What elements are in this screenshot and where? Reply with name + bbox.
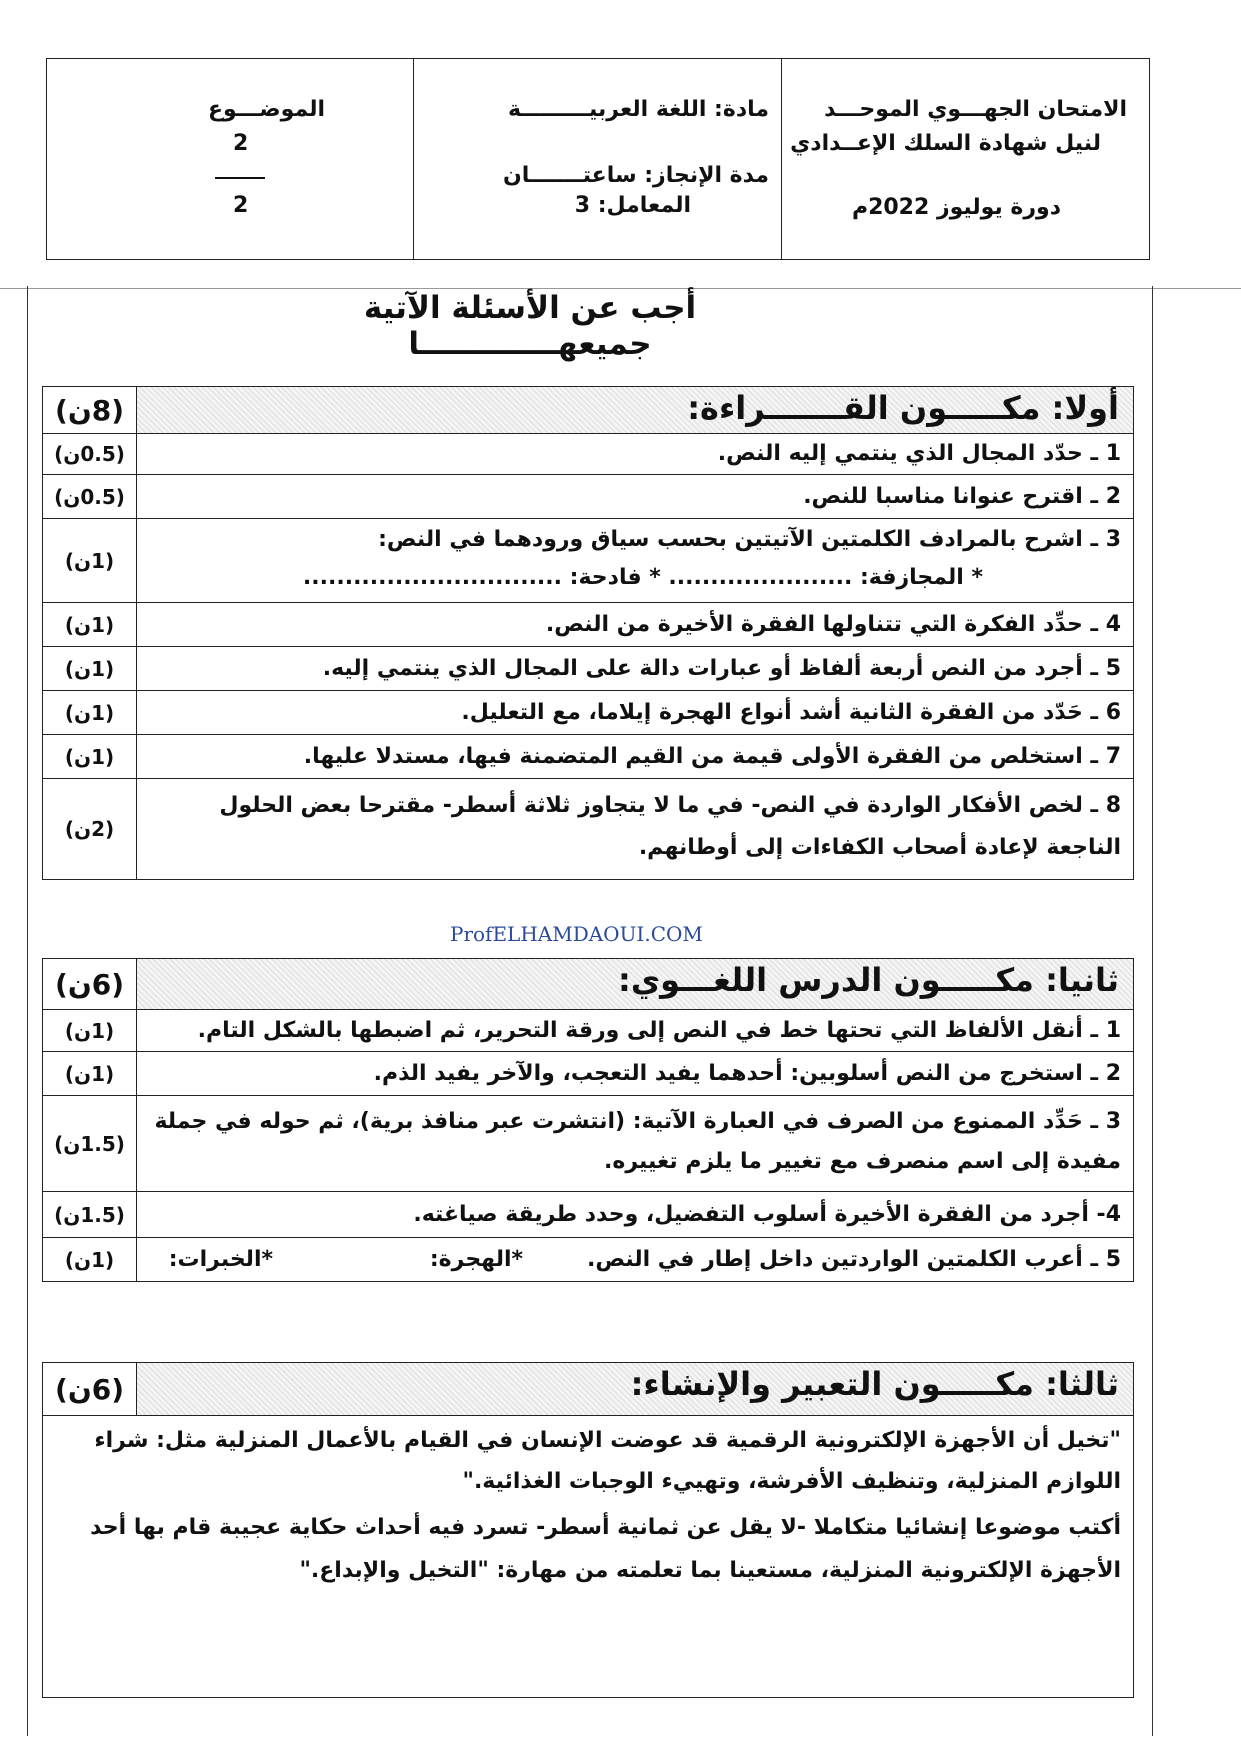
question-points: (2ن): [43, 779, 137, 879]
question-points: (1ن): [43, 647, 137, 690]
question-row: [43, 778, 1133, 879]
section-header: [43, 1363, 1133, 1415]
question-text: 4- أجرد من الفقرة الأخيرة أسلوب التفضيل، وحدد طريقة صياغته.: [413, 1202, 1121, 1227]
question-text: 8 ـ لخص الأفكار الواردة في النص- في ما لا يتجاوز ثلاثة أسطر- مقترحا بعض الحلول الناجعة لإعادة أصحاب الكفاءات إلى أوطانهم.: [219, 793, 1121, 860]
question-text: 2 ـ اقترح عنوانا مناسبا للنص.: [803, 484, 1121, 509]
writing-task: أكتب موضوعا إنشائيا متكاملا -لا يقل عن ثمانية أسطر- تسرد فيه أحداث حكاية عجيبة قام بها أحد الأجهزة الإلكترونية المنزلية، مستعينا بما تعلمته من مهارة: "التخيل والإبداع.": [90, 1515, 1121, 1583]
exam-title: الامتحان الجهـــوي الموحـــد: [824, 97, 1127, 122]
writing-section: [42, 1362, 1134, 1698]
page-total: 2: [233, 193, 249, 218]
question-text: 4 ـ حدِّد الفكرة التي تتناولها الفقرة الأخيرة من النص.: [545, 612, 1121, 637]
question-row: [43, 646, 1133, 690]
question-text: 2 ـ استخرج من النص أسلوبين: أحدهما يفيد التعجب، والآخر يفيد الذم.: [373, 1061, 1121, 1086]
question-text: 5 ـ أعرب الكلمتين الواردتين داخل إطار في النص.: [586, 1247, 1121, 1272]
question-row: [43, 602, 1133, 646]
question-row: [43, 734, 1133, 778]
question-row: [43, 1009, 1133, 1051]
question-row: [43, 690, 1133, 734]
exam-info-cell: [781, 59, 1149, 259]
section-header: [43, 959, 1133, 1009]
question-row: [43, 1051, 1133, 1095]
question-points: (1.5ن): [43, 1096, 137, 1191]
subject: مادة: اللغة العربيـــــــــة: [508, 97, 769, 122]
question-points: (1.5ن): [43, 1192, 137, 1237]
exam-header: [46, 58, 1150, 260]
question-item-a: *الهجرة:: [429, 1247, 523, 1272]
reading-section: [42, 386, 1134, 880]
question-text: 6 ـ حَدّد من الفقرة الثانية أشد أنواع الهجرة إيلاما، مع التعليل.: [461, 700, 1121, 725]
section-title: أولا: مكـــــون القـــــــراءة:: [687, 389, 1119, 427]
duration: مدة الإنجاز: ساعتـــــــان: [503, 163, 769, 188]
question-points: (0.5ن): [43, 475, 137, 518]
question-row: [43, 433, 1133, 474]
instruction: أجب عن الأسئلة الآتية جميعهـــــــــــــا: [363, 290, 697, 362]
question-points: (0.5ن): [43, 434, 137, 474]
question-row: [43, 1237, 1133, 1281]
question-blanks: * المجازفة: ...................... * فادحة: ...............................: [302, 565, 983, 590]
coefficient: المعامل: 3: [574, 193, 691, 218]
question-points: (1ن): [43, 691, 137, 734]
writing-prompt: [43, 1415, 1133, 1697]
page-number: 2: [233, 131, 249, 156]
question-points: (1ن): [43, 735, 137, 778]
question-item-b: *الخبرات:: [168, 1247, 273, 1272]
question-text: 7 ـ استخلص من الفقرة الأولى قيمة من القيم المتضمنة فيها، مستدلا عليها.: [303, 744, 1121, 769]
question-points: (1ن): [43, 1010, 137, 1051]
question-row: [43, 1095, 1133, 1191]
question-points: (1ن): [43, 603, 137, 646]
fraction-bar: [215, 177, 265, 179]
section-title: ثانيا: مكـــــون الدرس اللغـــوي:: [618, 961, 1119, 999]
section-title: ثالثا: مكـــــون التعبير والإنشاء:: [630, 1365, 1119, 1403]
question-text: 5 ـ أجرد من النص أربعة ألفاظ أو عبارات دالة على المجال الذي ينتمي إليه.: [322, 656, 1121, 681]
topic-cell: [45, 59, 413, 259]
watermark: ProfELHAMDAOUI.COM: [450, 922, 703, 946]
question-points: (1ن): [43, 1052, 137, 1095]
question-points: (1ن): [43, 1238, 137, 1281]
question-row: [43, 518, 1133, 602]
topic-label: الموضـــوع: [208, 97, 325, 122]
section-points: (6ن): [43, 959, 137, 1009]
section-header: [43, 387, 1133, 433]
question-points: (1ن): [43, 519, 137, 602]
question-row: [43, 474, 1133, 518]
exam-level: لنيل شهادة السلك الإعــدادي: [790, 131, 1101, 156]
subject-info-cell: [413, 59, 781, 259]
question-row: [43, 1191, 1133, 1237]
section-points: (8ن): [43, 387, 137, 433]
question-text: 3 ـ اشرح بالمرادف الكلمتين الآتيتين بحسب سياق ورودهما في النص:: [378, 527, 1121, 552]
prompt-quote: "تخيل أن الأجهزة الإلكترونية الرقمية قد عوضت الإنسان في القيام بالأعمال المنزلية مثل: شراء اللوازم المنزلية، وتنظيف الأفرشة، وتهييء الوجبات الغذائية.": [94, 1428, 1121, 1494]
question-text: 3 ـ حَدِّد الممنوع من الصرف في العبارة الآتية: (انتشرت عبر منافذ برية)، ثم حوله في جملة مفيدة إلى اسم منصرف مع تغيير ما يلزم تغييره.: [154, 1109, 1121, 1174]
language-section: [42, 958, 1134, 1282]
question-text: 1 ـ أنقل الألفاظ التي تحتها خط في النص إلى ورقة التحرير، ثم اضبطها بالشكل التام.: [197, 1018, 1121, 1043]
question-text: 1 ـ حدّد المجال الذي ينتمي إليه النص.: [717, 441, 1121, 466]
section-points: (6ن): [43, 1363, 137, 1415]
exam-session: دورة يوليوز 2022م: [851, 195, 1061, 220]
